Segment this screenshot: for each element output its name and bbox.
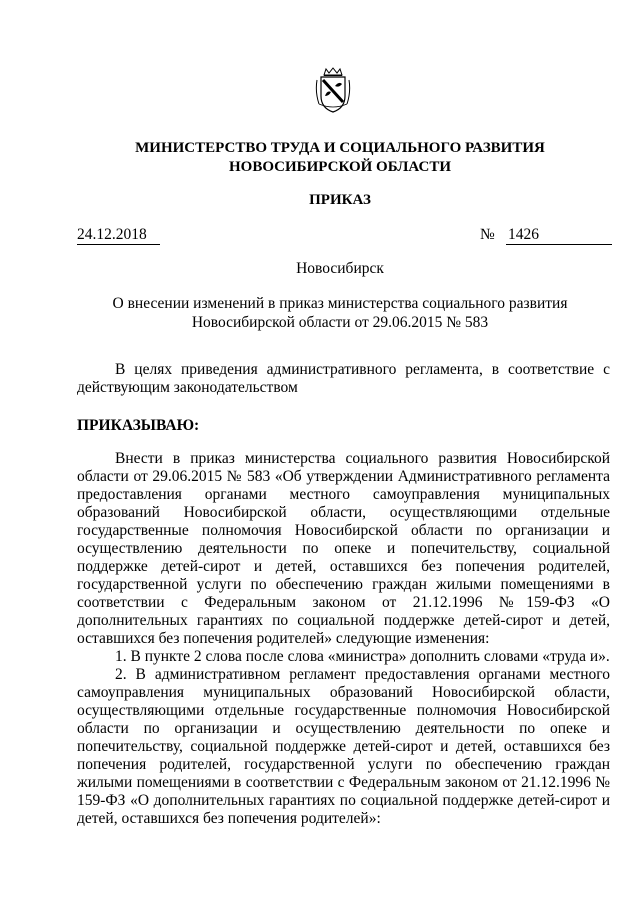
document-type-title: ПРИКАЗ [309,192,371,208]
body-paragraph: 2. В административном регламент предоставления органами местного самоуправления муниципальных образований Новосибирской области, осуществляющими отдельные государственные полномочия Новосибирской области по организации и осуществлению деятельности по опеке и попечительству, социальной поддержке детей-сирот и детей, оставшихся без попечения родителей, государственной услуги по обеспечению граждан жилыми помещениями в соответствии с Федеральным законом от 21.12.1996 № 159-ФЗ «О дополнительных гарантиях по социальной поддержке детей-сирот и детей, оставшихся без попечения родителей»: [77,666,610,827]
order-number: 1426 [506,226,612,245]
order-date: 24.12.2018 [77,226,160,245]
order-body [77,450,610,828]
body-paragraph: Внести в приказ министерства социального развития Новосибирской области от 29.06.2015 № 583 «Об утверждении Административного регламента предоставления органами местного самоуправления муниципальных образований Новосибирской области, осуществляющими отдельные государственные полномочия Новосибирской области по организации и осуществлению деятельности по опеке и попечительству, социальной поддержке детей-сирот и детей, оставшихся без попечения родителей, государственной услуги по обеспечению граждан жилыми помещениями в соответствии с Федеральным законом от 21.12.1996 №159-ФЗ «О дополнительных гарантиях по социальной поддержке детей-сирот и детей, оставшихся без попечения родителей» следующие изменения: [77,450,610,647]
orders-word: ПРИКАЗЫВАЮ: [77,417,200,434]
order-subject-line2: Новосибирской области от 29.06.2015 № 583 [191,314,489,331]
city-name: Новосибирск [296,260,384,277]
ministry-name [60,139,620,177]
order-number-field [480,226,612,245]
coat-of-arms-icon [315,66,351,114]
ministry-name-line1: МИНИСТЕРСТВО ТРУДА И СОЦИАЛЬНОГО РАЗВИТИЯ [135,140,545,156]
order-subject [60,294,620,332]
order-subject-line1: О внесении изменений в приказ министерства социального развития [112,295,568,312]
ministry-name-line2: НОВОСИБИРСКОЙ ОБЛАСТИ [228,159,452,175]
coat-of-arms-emblem [315,66,351,114]
number-sign: № [480,226,495,243]
body-paragraph: 1. В пункте 2 слова после слова «министра» дополнить словами «труда и». [115,648,610,665]
preamble-text: В целях приведения административного регламента, в соответствие с действующим законодательством [77,361,610,396]
preamble [77,361,610,397]
